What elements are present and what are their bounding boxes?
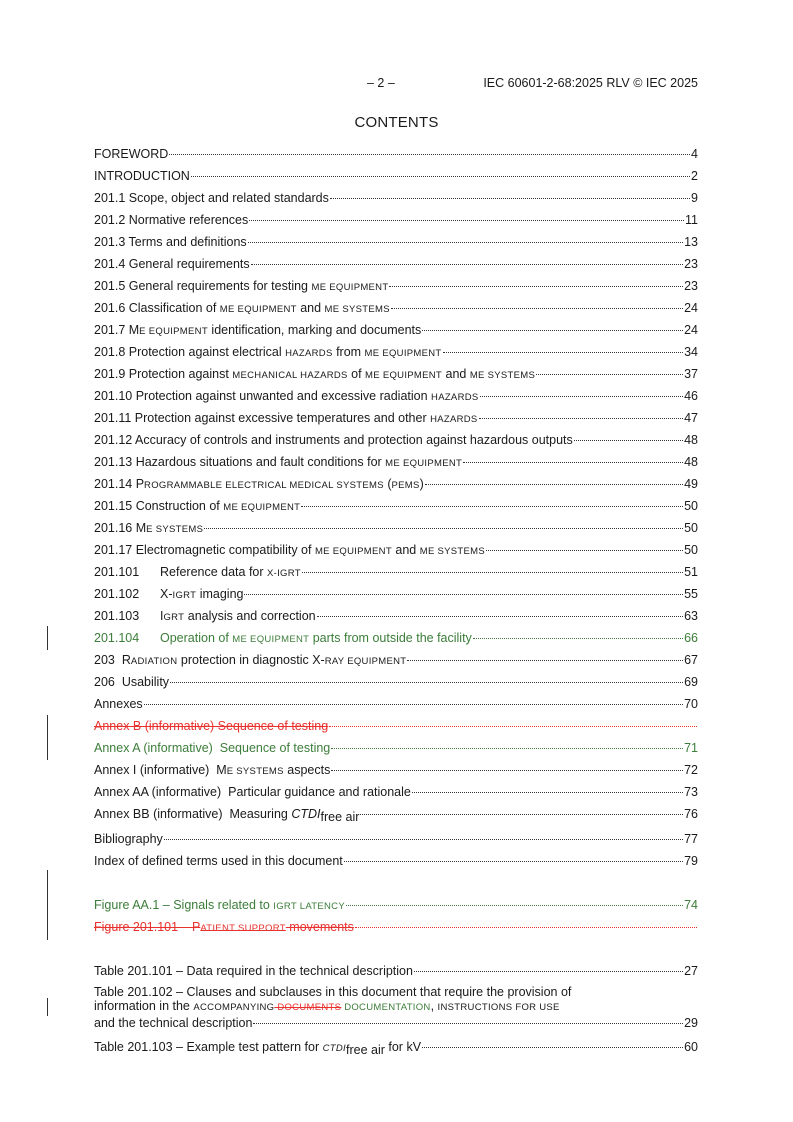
toc-page: 77 [684,832,698,846]
toc-entry-201-3[interactable] [94,233,698,253]
toc-label: Annexes [94,697,143,711]
toc-entry-introduction[interactable] [94,167,698,187]
toc-label: 201.4 General requirements [94,257,250,271]
toc-page: 46 [684,389,698,403]
toc-label: 201.8 Protection against electrical HAZARDS from ME EQUIPMENT [94,345,442,359]
toc-page: 34 [684,345,698,359]
toc-label: 206 Usability [94,675,170,689]
toc-label: Annex A (informative) Sequence of testing [94,741,331,755]
toc-label-line2: information in the ACCOMPANYING DOCUMENTS DOCUMENTATION, INSTRUCTIONS FOR USE [94,999,560,1013]
toc-entry-bibliography[interactable] [94,830,698,850]
toc-page: 74 [684,898,698,912]
toc-entry-201-15[interactable] [94,497,698,517]
toc-page: 76 [684,807,698,821]
toc-page: 24 [684,323,698,337]
toc-page: 48 [684,433,698,447]
toc-page: 4 [691,147,698,161]
toc-entry-201-4[interactable] [94,255,698,275]
toc-entry-203[interactable] [94,651,698,671]
toc-entry-annex-b-deleted [94,717,698,737]
toc-page: 79 [684,854,698,868]
page-number: – 2 – [367,76,395,90]
toc-page: 50 [684,543,698,557]
toc-page: 2 [691,169,698,183]
toc-label: 201.5 General requirements for testing ME EQUIPMENT [94,279,389,293]
toc-entry-201-13[interactable] [94,453,698,473]
document-id: IEC 60601-2-68:2025 RLV © IEC 2025 [483,76,698,90]
toc-page: 29 [684,1016,698,1030]
toc-entry-201-101[interactable] [94,563,698,583]
toc-page: 66 [684,631,698,645]
toc-label: FOREWORD [94,147,169,161]
toc-entry-annexes[interactable] [94,695,698,715]
toc-label: 201.11 Protection against excessive temperatures and other HAZARDS [94,411,478,425]
table-entry-201-101[interactable] [94,962,698,982]
toc-entry-201-17[interactable] [94,541,698,561]
toc-entry-201-104[interactable] [94,629,698,649]
toc-entry-201-102[interactable] [94,585,698,605]
toc-page: 37 [684,367,698,381]
toc-label: 201.12 Accuracy of controls and instruments and protection against hazardous outputs [94,433,573,447]
toc-page: 49 [684,477,698,491]
toc-label: 201.7 ME EQUIPMENT identification, marking and documents [94,323,422,337]
toc-label-line1: Table 201.102 – Clauses and subclauses in this document that require the provision of [94,985,572,999]
toc-entry-201-9[interactable] [94,365,698,385]
toc-label: Figure 201.101 – PATIENT SUPPORT movements [94,920,354,934]
toc-label: Annex I (informative) ME SYSTEMS aspects [94,763,331,777]
toc-label: Table 201.101 – Data required in the technical description [94,964,413,978]
toc-page: 27 [684,964,698,978]
toc-label: 201.17 Electromagnetic compatibility of ME EQUIPMENT and ME SYSTEMS [94,543,486,557]
toc-label: 201.104 Operation of ME EQUIPMENT parts from outside the facility [94,631,472,645]
toc-label: 201.14 PROGRAMMABLE ELECTRICAL MEDICAL SYSTEMS (PEMS) [94,477,424,491]
toc-label: 201.102 X-IGRT imaging [94,587,244,601]
toc-entry-annex-aa[interactable] [94,783,698,803]
toc-page: 60 [684,1040,698,1054]
toc-label: INTRODUCTION [94,169,190,183]
toc-page: 72 [684,763,698,777]
toc-page: 23 [684,257,698,271]
toc-entry-206[interactable] [94,673,698,693]
toc-page: 50 [684,521,698,535]
toc-entry-201-1[interactable] [94,189,698,209]
toc-label: 203 RADIATION protection in diagnostic X-RAY EQUIPMENT [94,653,407,667]
toc-page: 11 [685,213,698,227]
toc-page: 9 [691,191,698,205]
toc-label: Annex B (informative) Sequence of testing [94,719,329,733]
toc-label: 201.3 Terms and definitions [94,235,247,249]
figure-entry-201-101-deleted [94,918,698,938]
toc-entry-201-11[interactable] [94,409,698,429]
toc-label: 201.10 Protection against unwanted and excessive radiation HAZARDS [94,389,479,403]
toc-label: 201.101 Reference data for X-IGRT [94,565,301,579]
toc-entry-201-2[interactable] [94,211,698,231]
table-entry-201-103[interactable] [94,1038,698,1058]
toc-entry-201-8[interactable] [94,343,698,363]
toc-entry-201-6[interactable] [94,299,698,319]
toc-label: Index of defined terms used in this document [94,854,343,868]
toc-entry-201-10[interactable] [94,387,698,407]
toc-label: 201.6 Classification of ME EQUIPMENT and ME SYSTEMS [94,301,390,315]
figure-entry-aa1[interactable] [94,896,698,916]
toc-page: 70 [684,697,698,711]
toc-entry-201-103[interactable] [94,607,698,627]
toc-label: Annex AA (informative) Particular guidance and rationale [94,785,411,799]
toc-label: Bibliography [94,832,163,846]
change-bar [47,870,48,940]
toc-label: 201.15 Construction of ME EQUIPMENT [94,499,301,513]
change-bar [47,626,48,650]
page-title: CONTENTS [354,114,439,131]
toc-entry-annex-i[interactable] [94,761,698,781]
toc-page: 47 [684,411,698,425]
page-header [0,76,793,94]
toc-page: 71 [684,741,698,755]
toc-label: 201.13 Hazardous situations and fault conditions for ME EQUIPMENT [94,455,463,469]
table-entry-201-102[interactable] [94,985,698,1035]
toc-label: 201.16 ME SYSTEMS [94,521,204,535]
toc-page: 13 [684,235,698,249]
toc-label: Annex BB (informative) Measuring CTDIfree air [94,807,360,824]
toc-page: 24 [684,301,698,315]
toc-entry-annex-bb[interactable] [94,805,698,825]
toc-label: Figure AA.1 – Signals related to IGRT LATENCY [94,898,345,912]
toc-entry-201-12[interactable] [94,431,698,451]
toc-entry-foreword[interactable] [94,145,698,165]
toc-page: 55 [684,587,698,601]
toc-label: 201.9 Protection against MECHANICAL HAZARDS of ME EQUIPMENT and ME SYSTEMS [94,367,536,381]
change-bar [47,715,48,760]
toc-page: 48 [684,455,698,469]
toc-entry-201-7[interactable] [94,321,698,341]
toc-page: 23 [684,279,698,293]
toc-label: 201.103 IGRT analysis and correction [94,609,316,623]
toc-label: 201.2 Normative references [94,213,249,227]
toc-page: 67 [684,653,698,667]
change-bar [47,998,48,1016]
toc-entry-201-5[interactable] [94,277,698,297]
toc-label-line3: and the technical description [94,1016,253,1030]
toc-entry-201-14[interactable] [94,475,698,495]
toc-entry-annex-a[interactable] [94,739,698,759]
toc-entry-index[interactable] [94,852,698,872]
toc-page: 51 [684,565,698,579]
toc-page: 50 [684,499,698,513]
toc-page: 69 [684,675,698,689]
toc-page: 73 [684,785,698,799]
toc-entry-201-16[interactable] [94,519,698,539]
toc-label: 201.1 Scope, object and related standards [94,191,329,205]
toc-label: Table 201.103 – Example test pattern for CTDIfree air for kV [94,1040,422,1057]
toc-page: 63 [684,609,698,623]
